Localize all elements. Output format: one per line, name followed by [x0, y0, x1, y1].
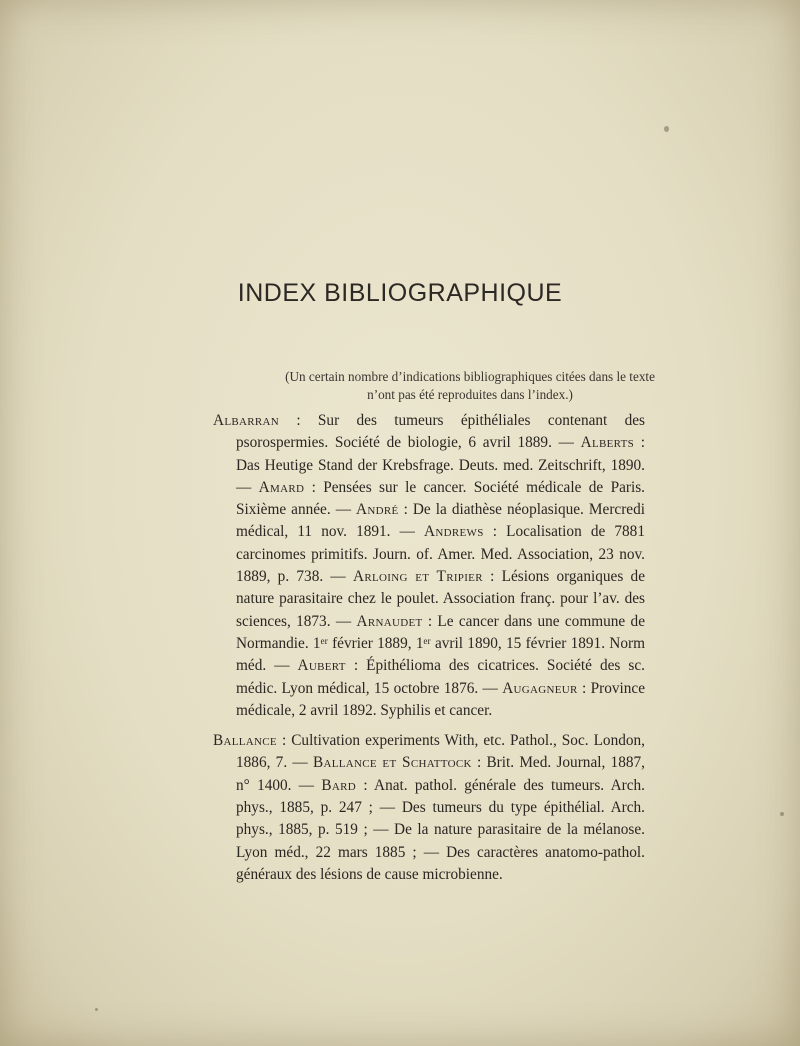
editorial-note: (Un certain nombre d’indications bibliographiques citées dans le texte n’ont pas été reproduites dans l’index.): [285, 369, 655, 402]
page-title: INDEX BIBLIOGRAPHIQUE: [237, 279, 563, 307]
paper-speck: [664, 126, 669, 132]
citation-text: : Province médicale, 2 avril 1892. Syphilis et cancer.: [236, 679, 645, 719]
citation-text: : Pensées sur le cancer. Société médicale de Paris. Sixième année. —: [236, 478, 645, 519]
author-name: Amard: [258, 478, 305, 496]
citation-text: : Épithélioma des cicatrices. Société des sc. médic. Lyon médical, 15 octobre 1876. —: [236, 657, 645, 697]
author-name: Augagneur: [502, 679, 578, 697]
citation-text: : Cultivation experiments With, etc. Pathol., Soc. London, 1886, 7. —: [236, 732, 645, 772]
citation-text: : Anat. pathol. générale des tumeurs. Arch. phys., 1885, p. 247 ; — Des tumeurs du type épithélial. Arch. phys., 1885, p. 519 ; — De la nature parasitaire de la mélanose. Lyon méd., 22 mars 1885 ; — Des caractères anatomo-pathol. généraux des lésions de cause microbienne.: [236, 776, 645, 883]
author-name: Albarran: [213, 412, 280, 429]
author-name: Ballance et Schattock: [312, 754, 472, 772]
author-name: Aubert: [297, 657, 346, 675]
bibliography-entries: [213, 410, 645, 886]
citation-text: : Sur des tumeurs épithéliales contenant des psorospermies. Société de biologie, 6 avril 1889. —: [236, 412, 645, 452]
author-name: Bard: [321, 776, 357, 794]
citation-text: : Brit. Med. Journal, 1887, n° 1400. —: [236, 754, 645, 794]
author-name: Arnaudet: [356, 612, 423, 630]
citation-text: : Le cancer dans une commune de Normandie. 1ᵉʳ février 1889, 1ᵉʳ avril 1890, 15 février 1891. Norm méd. —: [236, 612, 645, 675]
citation-text: : Localisation de 7881 carcinomes primitifs. Journ. of. Amer. Med. Association, 23 nov. 1889, p. 738. —: [236, 523, 645, 586]
author-name: Andrews: [424, 523, 484, 541]
citation-text: : Lésions organiques de nature parasitaire chez le poulet. Association franç. pour l’av. des sciences, 1873. —: [236, 568, 645, 630]
paper-speck: [95, 1008, 98, 1011]
citation-text: : Das Heutige Stand der Krebsfrage. Deuts. med. Zeitschrift, 1890. —: [236, 434, 645, 496]
author-name: André: [356, 501, 399, 519]
paper-speck: [780, 812, 784, 816]
bibliography-entry-b: [213, 730, 645, 886]
author-name: Arloing et Tripier: [352, 568, 483, 586]
author-name: Ballance: [213, 732, 277, 750]
author-name: Alberts: [580, 434, 635, 452]
bibliography-entry-a: [213, 410, 645, 722]
citation-text: : De la diathèse néoplasique. Mercredi médical, 11 nov. 1891. —: [236, 501, 645, 541]
